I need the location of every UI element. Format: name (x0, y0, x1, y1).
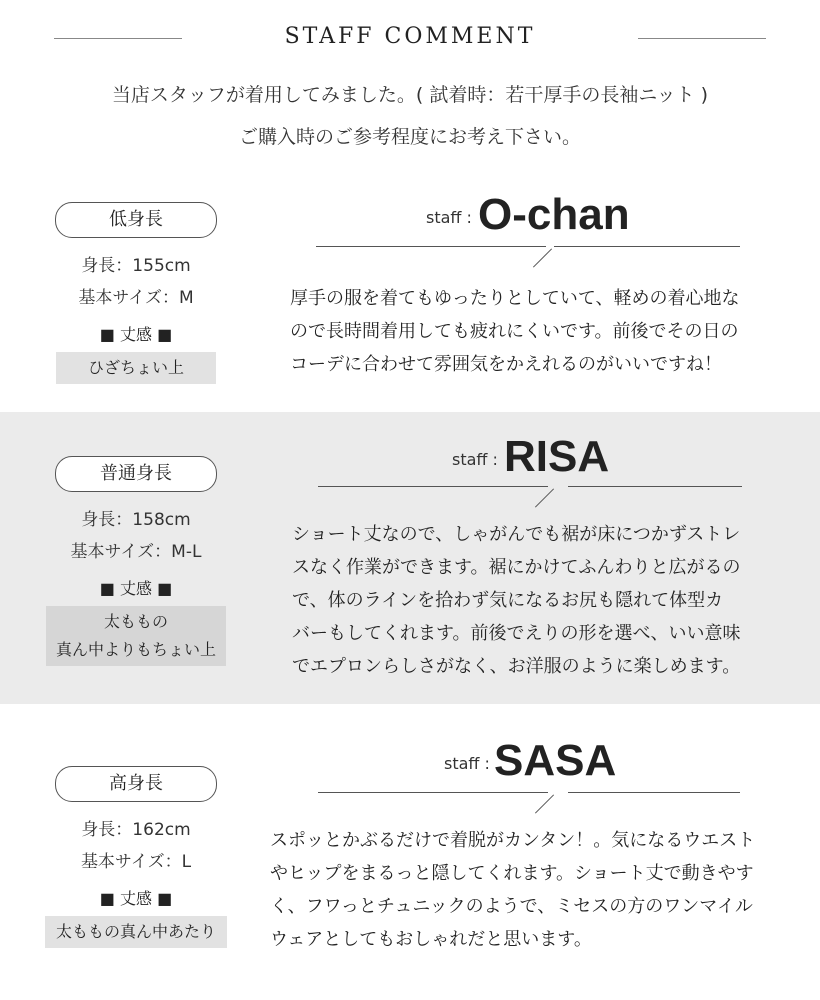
staff-height: 身長：155cm (81, 256, 191, 276)
staff-label: staff : (426, 208, 472, 227)
staff-comment-header (0, 0, 820, 170)
header-divider-right (638, 38, 766, 39)
staff-profile (40, 202, 232, 384)
staff-name: SASA (494, 736, 617, 785)
comment-line: 厚手の服を着てもゆったりとしていて、軽めの着心地な (290, 288, 740, 309)
comment-line: バーもしてくれます。前後でえりの形を選べ、いい意味 (292, 623, 741, 644)
name-underline-right (568, 792, 740, 793)
name-underline-left (318, 792, 548, 793)
intro-text-line-2: ご購入時のご参考程度にお考え下さい。 (238, 126, 581, 148)
comment-line: コーデに合わせて雰囲気をかえれるのがいいですね！ (290, 354, 722, 375)
name-underline-slash (535, 794, 554, 813)
name-underline-right (554, 246, 740, 247)
height-category-pill: 普通身長 (55, 456, 217, 492)
name-underline-right (568, 486, 742, 487)
section-title: STAFF COMMENT (284, 24, 536, 49)
staff-section-sasa (0, 704, 820, 1000)
comment-line: ショート丈なので、しゃがんでも裾が床につかずストレ (292, 524, 741, 545)
staff-label: staff : (444, 754, 490, 773)
staff-label: staff : (452, 450, 498, 469)
comment-line: ので長時間着用しても疲れにくいです。前後でその日の (290, 321, 739, 342)
intro-text-line-1: 当店スタッフが着用してみました。( 試着時：若干厚手の長袖ニット ) (111, 84, 709, 106)
staff-height: 身長：162cm (81, 820, 191, 840)
name-underline-slash (535, 488, 554, 507)
staff-height: 身長：158cm (81, 510, 191, 530)
comment-line: スポッとかぶるだけで着脱がカンタン！。気になるウエスト (270, 830, 756, 851)
name-underline-left (316, 246, 546, 247)
comment-line: く、フワっとチュニックのようで、ミセスの方のワンマイル (270, 896, 753, 917)
staff-profile (40, 456, 232, 666)
comment-line: スなく作業ができます。裾にかけてふんわりと広がるの (292, 557, 741, 578)
staff-size: 基本サイズ：M (78, 288, 194, 308)
staff-name-block (316, 190, 740, 290)
staff-section-risa (0, 412, 820, 704)
length-value-box (45, 916, 227, 948)
staff-comment (292, 518, 741, 683)
staff-section-ochan (0, 170, 820, 412)
staff-name-block (318, 736, 742, 836)
height-category-pill: 低身長 (55, 202, 217, 238)
length-value-line: 真ん中よりもちょい上 (55, 640, 216, 659)
staff-comment (290, 282, 739, 381)
length-heading: ■ 丈感 ■ (99, 579, 173, 598)
height-category-pill: 高身長 (55, 766, 217, 802)
comment-line: で、体のラインを拾わず気になるお尻も隠れて体型カ (292, 590, 724, 611)
staff-size: 基本サイズ：L (80, 852, 192, 872)
name-underline-left (318, 486, 548, 487)
length-value-box (46, 606, 226, 666)
length-heading: ■ 丈感 ■ (99, 889, 173, 908)
comment-line: ウェアとしてもおしゃれだと思います。 (270, 929, 592, 950)
staff-name: O-chan (478, 190, 630, 239)
staff-comment (270, 824, 755, 956)
staff-name: RISA (504, 432, 610, 481)
length-heading: ■ 丈感 ■ (99, 325, 173, 344)
length-value-box (56, 352, 216, 384)
staff-profile (40, 766, 232, 948)
length-value-line: ひざちょい上 (87, 358, 184, 377)
staff-size: 基本サイズ：M-L (70, 542, 202, 562)
length-value-line: 太ももの真ん中あたり (55, 922, 216, 941)
comment-line: やヒップをまるっと隠してくれます。ショート丈で動きやす (270, 863, 754, 884)
name-underline-slash (533, 248, 552, 267)
comment-line: でエプロンらしさがなく、お洋服のように楽しめます。 (292, 656, 741, 677)
length-value-line: 太ももの (103, 612, 168, 631)
